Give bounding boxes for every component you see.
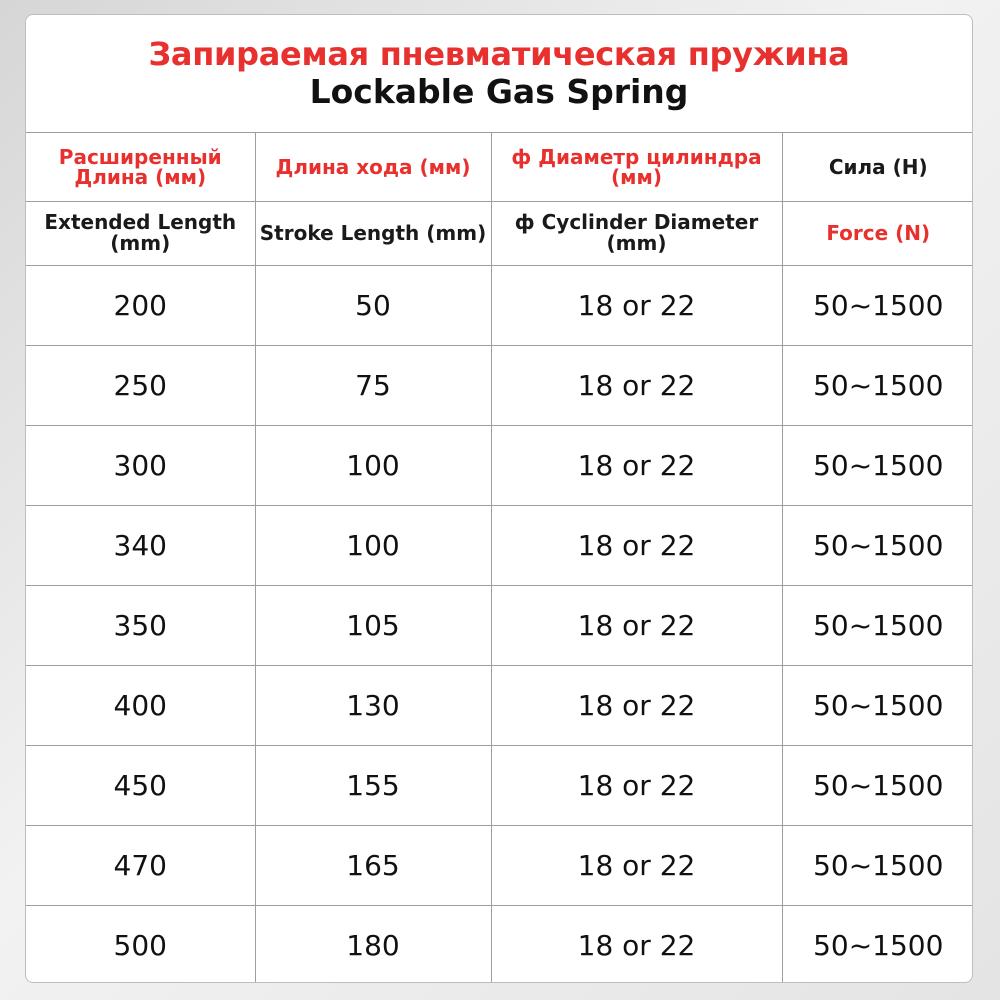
cell-force: 50~1500 — [813, 928, 944, 962]
title-block — [26, 15, 972, 133]
cell-cylinder-diameter: 18 or 22 — [491, 585, 782, 665]
cell-stroke-length: 50 — [255, 265, 491, 345]
cell-stroke-length: 130 — [255, 665, 491, 745]
cell-extended-length: 200 — [26, 265, 255, 345]
cell-extended-length: 250 — [26, 345, 255, 425]
spec-card — [25, 14, 973, 983]
cell-cylinder-diameter: 18 or 22 — [491, 425, 782, 505]
cell-cylinder-diameter: 18 or 22 — [491, 745, 782, 825]
cell-stroke-length: 155 — [255, 745, 491, 825]
header-stroke-length-ru: Длина хода (мм) — [255, 133, 491, 201]
cell-force: 50~1500 — [782, 745, 973, 825]
cell-stroke-length: 165 — [255, 825, 491, 905]
cell-extended-length: 350 — [26, 585, 255, 665]
cell-force: 50~1500 — [782, 825, 973, 905]
header-extended-length-en: Extended Length (mm) — [26, 201, 255, 265]
table-row — [26, 265, 973, 345]
cell-extended-length: 450 — [26, 745, 255, 825]
cell-force: 50~1500 — [782, 265, 973, 345]
header-cylinder-diameter-en: ф Cyclinder Diameter (mm) — [491, 201, 782, 265]
cell-force: 50~1500 — [782, 505, 973, 585]
cell-force: 50~1500 — [782, 665, 973, 745]
cell-cylinder-diameter: 18 or 22 — [491, 265, 782, 345]
table-row — [26, 585, 973, 665]
header-row-english — [26, 201, 973, 265]
cell-extended-length: 500 — [26, 905, 255, 983]
cell-extended-length: 300 — [26, 425, 255, 505]
cell-stroke-length: 180 — [255, 905, 491, 983]
cell-stroke-length: 100 — [255, 505, 491, 585]
cell-cylinder-diameter: 18 or 22 — [491, 505, 782, 585]
cell-force: 50~1500 — [782, 425, 973, 505]
table-row — [26, 665, 973, 745]
cell-stroke-length: 75 — [255, 345, 491, 425]
title-russian: Запираемая пневматическая пружина — [148, 34, 850, 73]
cell-extended-length: 340 — [26, 505, 255, 585]
cell-stroke-length: 105 — [255, 585, 491, 665]
header-extended-length-ru: Расширенный Длина (мм) — [26, 133, 255, 201]
header-force-ru: Сила (Н) — [782, 133, 973, 201]
cell-stroke-length: 100 — [255, 425, 491, 505]
table-row — [26, 505, 973, 585]
spec-table — [26, 133, 973, 983]
table-row — [26, 425, 973, 505]
cell-extended-length: 470 — [26, 825, 255, 905]
cell-cylinder-diameter: 18 or 22 — [491, 905, 782, 983]
table-row — [26, 905, 973, 983]
header-row-russian — [26, 133, 973, 201]
title-english: Lockable Gas Spring — [309, 71, 689, 111]
cell-force: 50~1500 — [782, 345, 973, 425]
header-cylinder-diameter-ru: ф Диаметр цилиндра (мм) — [491, 133, 782, 201]
cell-extended-length: 400 — [26, 665, 255, 745]
header-stroke-length-en: Stroke Length (mm) — [255, 201, 491, 265]
table-row — [26, 745, 973, 825]
cell-cylinder-diameter: 18 or 22 — [491, 665, 782, 745]
cell-cylinder-diameter: 18 or 22 — [491, 825, 782, 905]
table-row — [26, 825, 973, 905]
table-row — [26, 345, 973, 425]
cell-force: 50~1500 — [782, 585, 973, 665]
cell-cylinder-diameter: 18 or 22 — [491, 345, 782, 425]
header-force-en: Force (N) — [782, 201, 973, 265]
